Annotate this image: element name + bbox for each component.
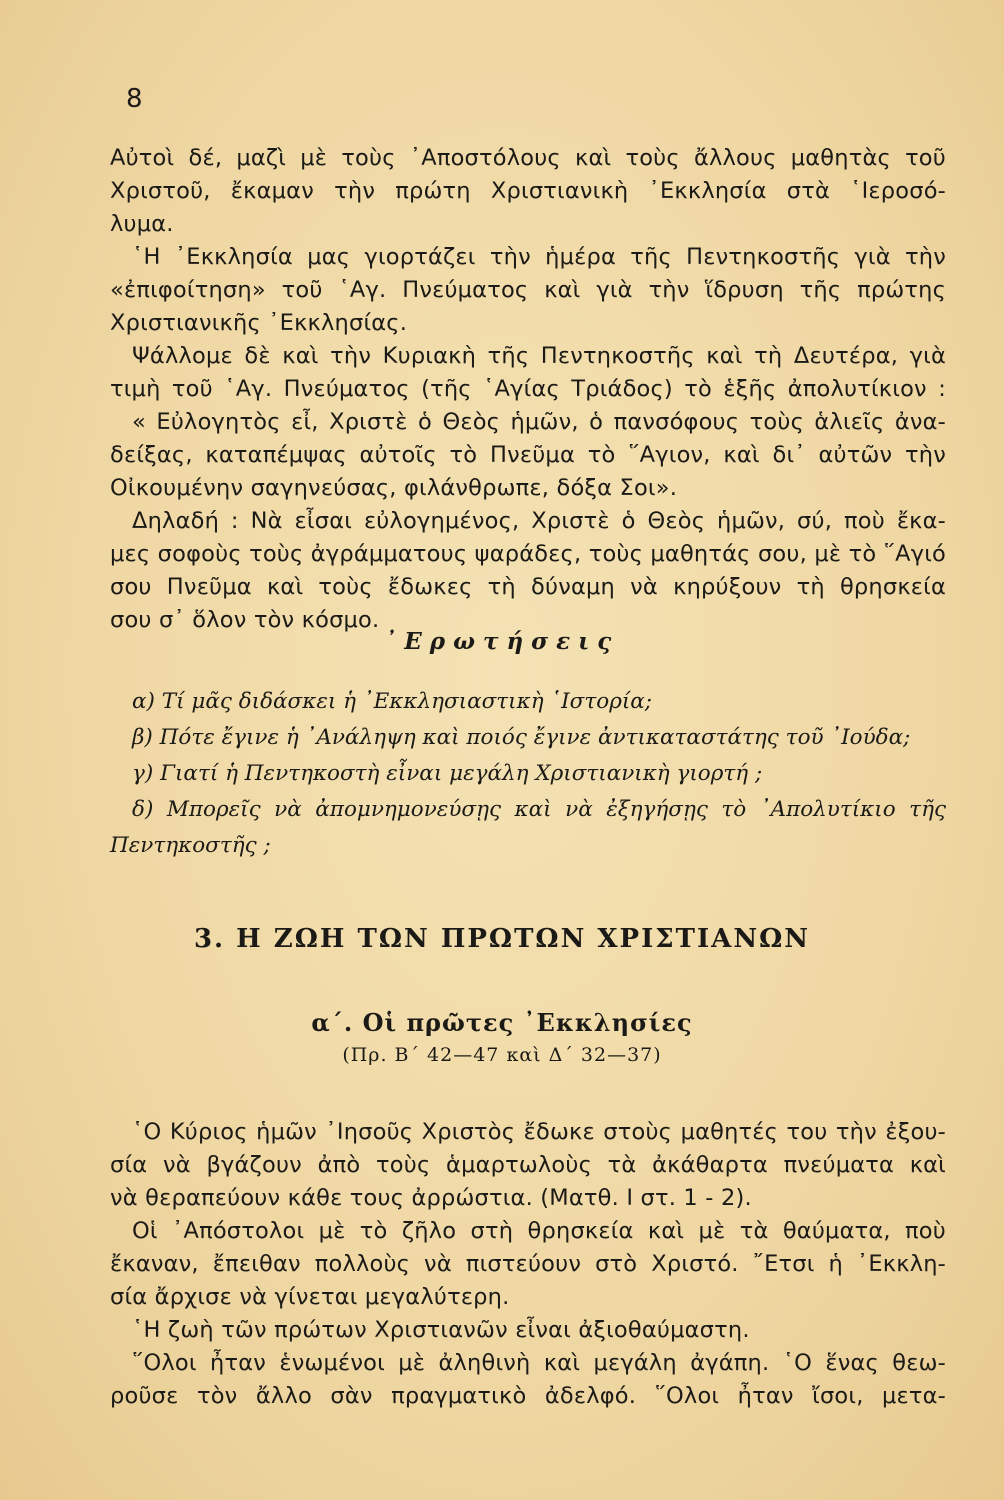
text-line: σία νὰ βγάζουν ἀπὸ τοὺς ἁμαρτωλοὺς τὰ ἀκάθαρτα πνεύματα καὶ (110, 1152, 946, 1178)
text-line: ῞Ολοι ἦταν ἑνωμένοι μὲ ἀληθινὴ καὶ μεγάλη ἀγάπη. ῾Ο ἕνας θεω- (132, 1350, 946, 1376)
text-line: Δηλαδή : Νὰ εἶσαι εὐλογημένος, Χριστὲ ὁ Θεὸς ἡμῶν, σύ, ποὺ ἔκα- (132, 508, 946, 534)
text-line: ῾Η ᾿Εκκλησία μας γιορτάζει τὴν ἡμέρα τῆς Πεντηκοστῆς γιὰ τὴν (132, 244, 946, 270)
intro-text (110, 142, 946, 637)
text-line: τιμὴ τοῦ ῾Αγ. Πνεύματος (τῆς ῾Αγίας Τριάδος) τὸ ἑξῆς ἀπολυτίκιον : (110, 376, 946, 402)
text-line: σου σ᾿ ὅλον τὸν κόσμο. (110, 607, 380, 633)
text-line: λυμα. (110, 211, 174, 237)
text-line: ῾Η ζωὴ τῶν πρώτων Χριστιανῶν εἶναι ἀξιοθαύμαστη. (132, 1317, 750, 1343)
text-line: ροῦσε τὸν ἄλλο σὰν πραγματικὸ ἀδελφό. ῞Ολοι ἦταν ἴσοι, μετα- (110, 1383, 946, 1409)
question-item: γ) Γιατί ἡ Πεντηκοστὴ εἶναι μεγάλη Χριστιανικὴ γιορτή ; (132, 761, 763, 786)
text-line: Οἰκουμένην σαγηνεύσας, φιλάνθρωπε, δόξα Σοι». (110, 475, 678, 501)
question-item: δ) Μπορεῖς νὰ ἀπομνημονεύσῃς καὶ νὰ ἐξηγήσῃς τὸ ᾿Απολυτίκιο τῆς (132, 797, 946, 822)
scripture-reference: (Πρ. Β΄ 42—47 καὶ Δ΄ 32—37) (342, 1044, 662, 1066)
text-line: δείξας, καταπέμψας αὐτοῖς τὸ Πνεῦμα τὸ ῞Αγιον, καὶ δι᾿ αὐτῶν τὴν (110, 442, 946, 468)
text-line: Χριστοῦ, ἔκαμαν τὴν πρώτη Χριστιανικὴ ᾿Εκκλησία στὰ ῾Ιεροσό- (110, 178, 946, 204)
text-line: Ψάλλομε δὲ καὶ τὴν Κυριακὴ τῆς Πεντηκοστῆς καὶ τὴ Δευτέρα, γιὰ (132, 343, 946, 369)
question-item: β) Πότε ἔγινε ἡ ᾿Ανάληψη καὶ ποιός ἔγινε ἀντικαταστάτης τοῦ ᾿Ιούδα; (132, 725, 911, 750)
text-line: «ἐπιφοίτηση» τοῦ ῾Αγ. Πνεύματος καὶ γιὰ τὴν ἵδρυση τῆς πρώτης (110, 277, 946, 303)
question-item: α) Τί μᾶς διδάσκει ἡ ᾿Εκκλησιαστικὴ ῾Ιστορία; (132, 689, 653, 714)
text-line: σία ἄρχισε νὰ γίνεται μεγαλύτερη. (110, 1284, 510, 1310)
text-line: ἔκαναν, ἔπειθαν πολλοὺς νὰ πιστεύουν στὸ Χριστό. ῎Ετσι ἡ ᾿Εκκλη- (110, 1251, 946, 1277)
text-line: σου Πνεῦμα καὶ τοὺς ἔδωκες τὴ δύναμη νὰ κηρύξουν τὴ θρησκεία (110, 574, 946, 600)
page-number: 8 (126, 84, 143, 114)
body-text (110, 1116, 946, 1413)
questions-list (110, 684, 946, 864)
text-line: μες σοφοὺς τοὺς ἀγράμματους ψαράδες, τοὺς μαθητάς σου, μὲ τὸ ῞Αγιό (110, 541, 946, 567)
text-line: ῾Ο Κύριος ἡμῶν ᾿Ιησοῦς Χριστὸς ἔδωκε στοὺς μαθητές του τὴν ἐξου- (132, 1119, 946, 1145)
question-item: Πεντηκοστῆς ; (110, 833, 271, 858)
text-line: Αὐτοὶ δέ, μαζὶ μὲ τοὺς ᾿Αποστόλους καὶ τοὺς ἄλλους μαθητὰς τοῦ (110, 145, 946, 171)
text-line: νὰ θεραπεύουν κάθε τους ἀρρώστια. (Ματθ. Ι στ. 1 - 2). (110, 1185, 752, 1211)
text-line: Οἱ ᾿Απόστολοι μὲ τὸ ζῆλο στὴ θρησκεία καὶ μὲ τὰ θαύματα, ποὺ (132, 1218, 946, 1244)
text-line: Χριστιανικῆς ᾿Εκκλησίας. (110, 310, 408, 336)
questions-heading: ᾿Ερωτήσεις (384, 628, 620, 655)
subsection-title: α΄. Οἱ πρῶτες ᾿Εκκλησίες (311, 1008, 693, 1037)
text-line: « Εὐλογητὸς εἶ, Χριστὲ ὁ Θεὸς ἡμῶν, ὁ πανσόφους τοὺς ἁλιεῖς ἀνα- (132, 409, 946, 435)
section-title: 3. Η ΖΩΗ ΤΩΝ ΠΡΩΤΩΝ ΧΡΙΣΤΙΑΝΩΝ (193, 924, 811, 954)
